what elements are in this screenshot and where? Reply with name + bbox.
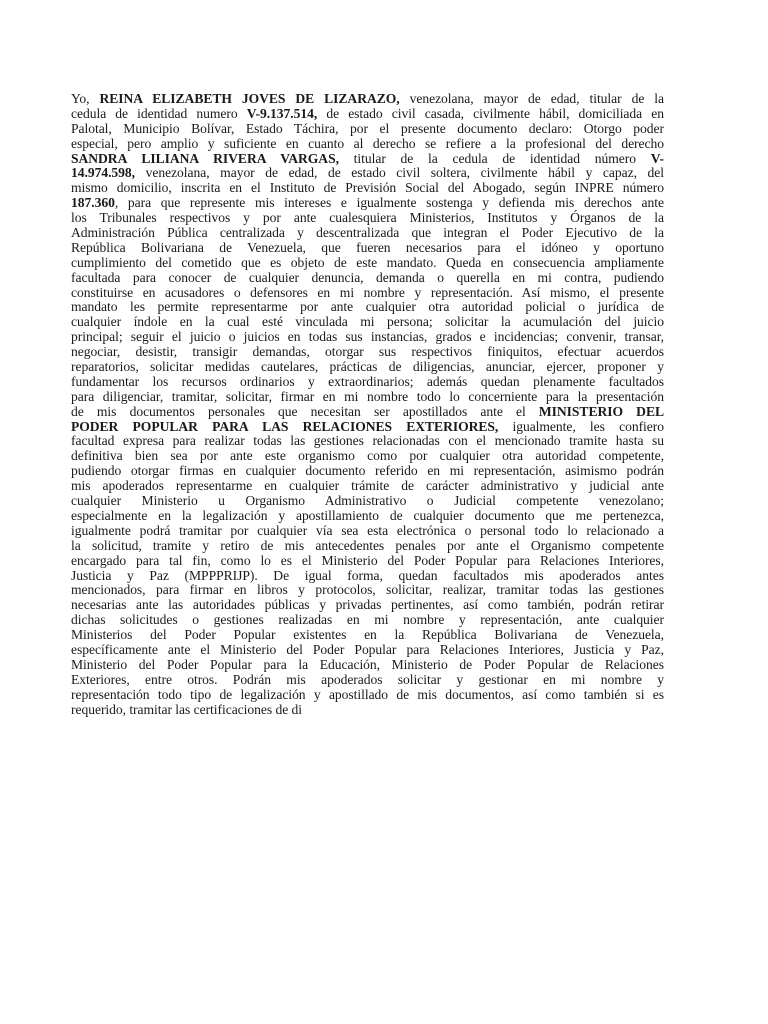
text-line xyxy=(71,420,664,435)
text-line xyxy=(71,137,664,152)
text-line xyxy=(71,122,664,137)
text-line xyxy=(71,658,664,673)
text-line xyxy=(71,643,664,658)
text-line xyxy=(71,226,664,241)
text-line xyxy=(71,196,664,211)
text-run: constituirse en acusadores o defensores en mi nombre y representación. Así mismo, el presente xyxy=(71,284,664,300)
text-line xyxy=(71,315,664,330)
bold-text-run: V- xyxy=(650,150,664,166)
text-line xyxy=(71,598,664,613)
text-run: titular de la cedula de identidad número xyxy=(338,150,651,166)
text-line xyxy=(71,628,664,643)
text-line xyxy=(71,613,664,628)
bold-text-run: 187.360 xyxy=(71,195,115,211)
bold-text-run: V-9.137.514, xyxy=(246,105,318,121)
text-line xyxy=(71,211,664,226)
text-line xyxy=(71,524,664,539)
text-line xyxy=(71,509,664,524)
text-line xyxy=(71,360,664,375)
bold-text-run: 14.974.598, xyxy=(71,165,136,181)
text-line xyxy=(71,166,664,181)
text-run: Palotal, Municipio Bolívar, Estado Táchira, por el presente documento declaro: Otorgo poder xyxy=(71,120,664,136)
text-run: de mis documentos personales que necesitan ser apostillados ante el xyxy=(71,403,539,419)
text-line xyxy=(71,300,664,315)
text-run: cedula de identidad numero xyxy=(71,105,247,121)
text-run: facultad expresa para realizar todas las gestiones relacionadas con el mencionado tramite hasta su xyxy=(71,433,664,449)
text-run: encargado para tal fin, como lo es el Ministerio del Poder Popular para Relaciones Interiores, xyxy=(71,552,664,568)
text-line xyxy=(71,286,664,301)
text-run: dichas solicitudes o gestiones realizadas en mi nombre y representación, ante cualquier xyxy=(71,612,664,628)
text-line xyxy=(71,405,664,420)
text-run: reparatorios, solicitar medidas cautelares, prácticas de diligencias, anunciar, ejercer, proponer y xyxy=(71,359,664,375)
text-run: mencionados, para firmar en libros y protocolos, solicitar, realizar, tramitar todas las gestiones xyxy=(71,582,664,598)
text-line xyxy=(71,107,664,122)
bold-text-run: REINA ELIZABETH JOVES DE LIZARAZO, xyxy=(99,91,400,106)
text-line xyxy=(71,464,664,479)
text-run: representación todo tipo de legalización y apostillado de mis documentos, así como también si es xyxy=(71,686,664,702)
text-line xyxy=(71,345,664,360)
text-run: los Tribunales respectivos y por ante cualesquiera Ministerios, Institutos y Órganos de la xyxy=(71,210,664,226)
text-run: cumplimiento del cometido que es objeto de este mandato. Queda en consecuencia ampliamente xyxy=(71,254,664,270)
text-run: necesarias ante las autoridades públicas y privadas pertinentes, así como también, podrán retirar xyxy=(71,597,664,613)
text-line xyxy=(71,673,664,688)
text-line xyxy=(71,569,664,584)
text-line xyxy=(71,241,664,256)
text-line xyxy=(71,688,664,703)
text-run: definitiva bien sea por ante este organismo como por cualquier otra autoridad competente, xyxy=(71,448,664,464)
text-run: igualmente podrá tramitar por cualquier vía sea esta electrónica o personal todo lo relacionado a xyxy=(71,522,664,538)
text-line xyxy=(71,434,664,449)
text-run: principal; seguir el juicio o juicios en todas sus instancias, grados e incidencias; convenir, transar, xyxy=(71,329,664,345)
text-run: especialmente en la legalización y apostillamiento de cualquier documento que me pertenezca, xyxy=(71,507,664,523)
text-run: requerido, tramitar las certificaciones de di xyxy=(71,701,303,717)
text-line xyxy=(71,375,664,390)
text-run: Exteriores, entre otros. Podrán mis apoderados solicitar y gestionar en mi nombre y xyxy=(71,671,664,687)
text-run: igualmente, les confiero xyxy=(498,418,664,434)
text-run: Ministerio del Poder Popular para la Educación, Ministerio de Poder Popular de Relaciones xyxy=(71,656,664,672)
text-line xyxy=(71,703,664,718)
text-line xyxy=(71,181,664,196)
bold-text-run: MINISTERIO DEL xyxy=(538,403,664,419)
text-run: Administración Pública centralizada y descentralizada que integran el Poder Ejecutivo de la xyxy=(71,225,664,241)
text-line xyxy=(71,92,664,107)
text-line xyxy=(71,449,664,464)
text-run: para diligenciar, tramitar, solicitar, firmar en mi nombre todo lo concerniente para la presentación xyxy=(71,388,664,404)
text-run: cualquier índole en la cual esté vinculada mi persona; solicitar la acumulación del juicio xyxy=(71,314,664,330)
text-run: facultada para conocer de cualquier denuncia, demanda o querella en mi contra, pudiendo xyxy=(71,269,664,285)
text-line xyxy=(71,330,664,345)
text-line xyxy=(71,271,664,286)
text-run: venezolana, mayor de edad, de estado civil soltera, civilmente hábil y capaz, del xyxy=(135,165,664,181)
text-line xyxy=(71,256,664,271)
text-run: Justicia y Paz (MPPPRIJP). De igual forma, quedan facultados mis apoderados antes xyxy=(71,567,664,583)
text-line xyxy=(71,479,664,494)
text-line xyxy=(71,152,664,167)
text-run: específicamente ante el Ministerio del Poder Popular para Relaciones Interiores, Justicia y Paz, xyxy=(71,641,664,657)
text-run: negociar, desistir, transigir demandas, otorgar sus respectivos finiquitos, efectuar acuerdos xyxy=(71,344,664,360)
text-run: especial, pero amplio y suficiente en cuanto al derecho se refiere a la profesional del derecho xyxy=(71,135,664,151)
text-run: Ministerios del Poder Popular existentes en la República Bolivariana de Venezuela, xyxy=(71,627,664,643)
text-line xyxy=(71,494,664,509)
text-run: mis apoderados representarme en cualquier trámite de carácter administrativo y judicial ante xyxy=(71,478,664,494)
text-run: cualquier Ministerio u Organismo Administrativo o Judicial competente venezolano; xyxy=(71,493,664,509)
text-run: mandato les permite representarme por ante cualquier otra autoridad policial o jurídica de xyxy=(71,299,664,315)
text-run: venezolana, mayor de edad, titular de la xyxy=(399,91,664,106)
text-run: fundamentar los recursos ordinarios y extraordinarios; además quedan plenamente facultados xyxy=(71,373,664,389)
text-run: la solicitud, tramite y retiro de mis antecedentes penales por ante el Organismo competente xyxy=(71,537,664,553)
text-run: pudiendo otorgar firmas en cualquier documento referido en mi representación, asimismo podrán xyxy=(71,463,664,479)
text-run: Yo, xyxy=(71,91,100,106)
document-body-text xyxy=(71,92,664,717)
text-run: República Bolivariana de Venezuela, que fueren necesarios para el idóneo y oportuno xyxy=(71,239,664,255)
text-line xyxy=(71,539,664,554)
text-line xyxy=(71,390,664,405)
text-line xyxy=(71,554,664,569)
bold-text-run: PODER POPULAR PARA LAS RELACIONES EXTERIORES, xyxy=(71,418,499,434)
text-run: de estado civil casada, civilmente hábil, domiciliada en xyxy=(317,105,664,121)
text-run: , para que represente mis intereses e igualmente sostenga y defienda mis derechos ante xyxy=(114,195,664,211)
text-run: mismo domicilio, inscrita en el Instituto de Previsión Social del Abogado, según INPRE número xyxy=(71,180,664,196)
bold-text-run: SANDRA LILIANA RIVERA VARGAS, xyxy=(71,150,339,166)
text-line xyxy=(71,583,664,598)
